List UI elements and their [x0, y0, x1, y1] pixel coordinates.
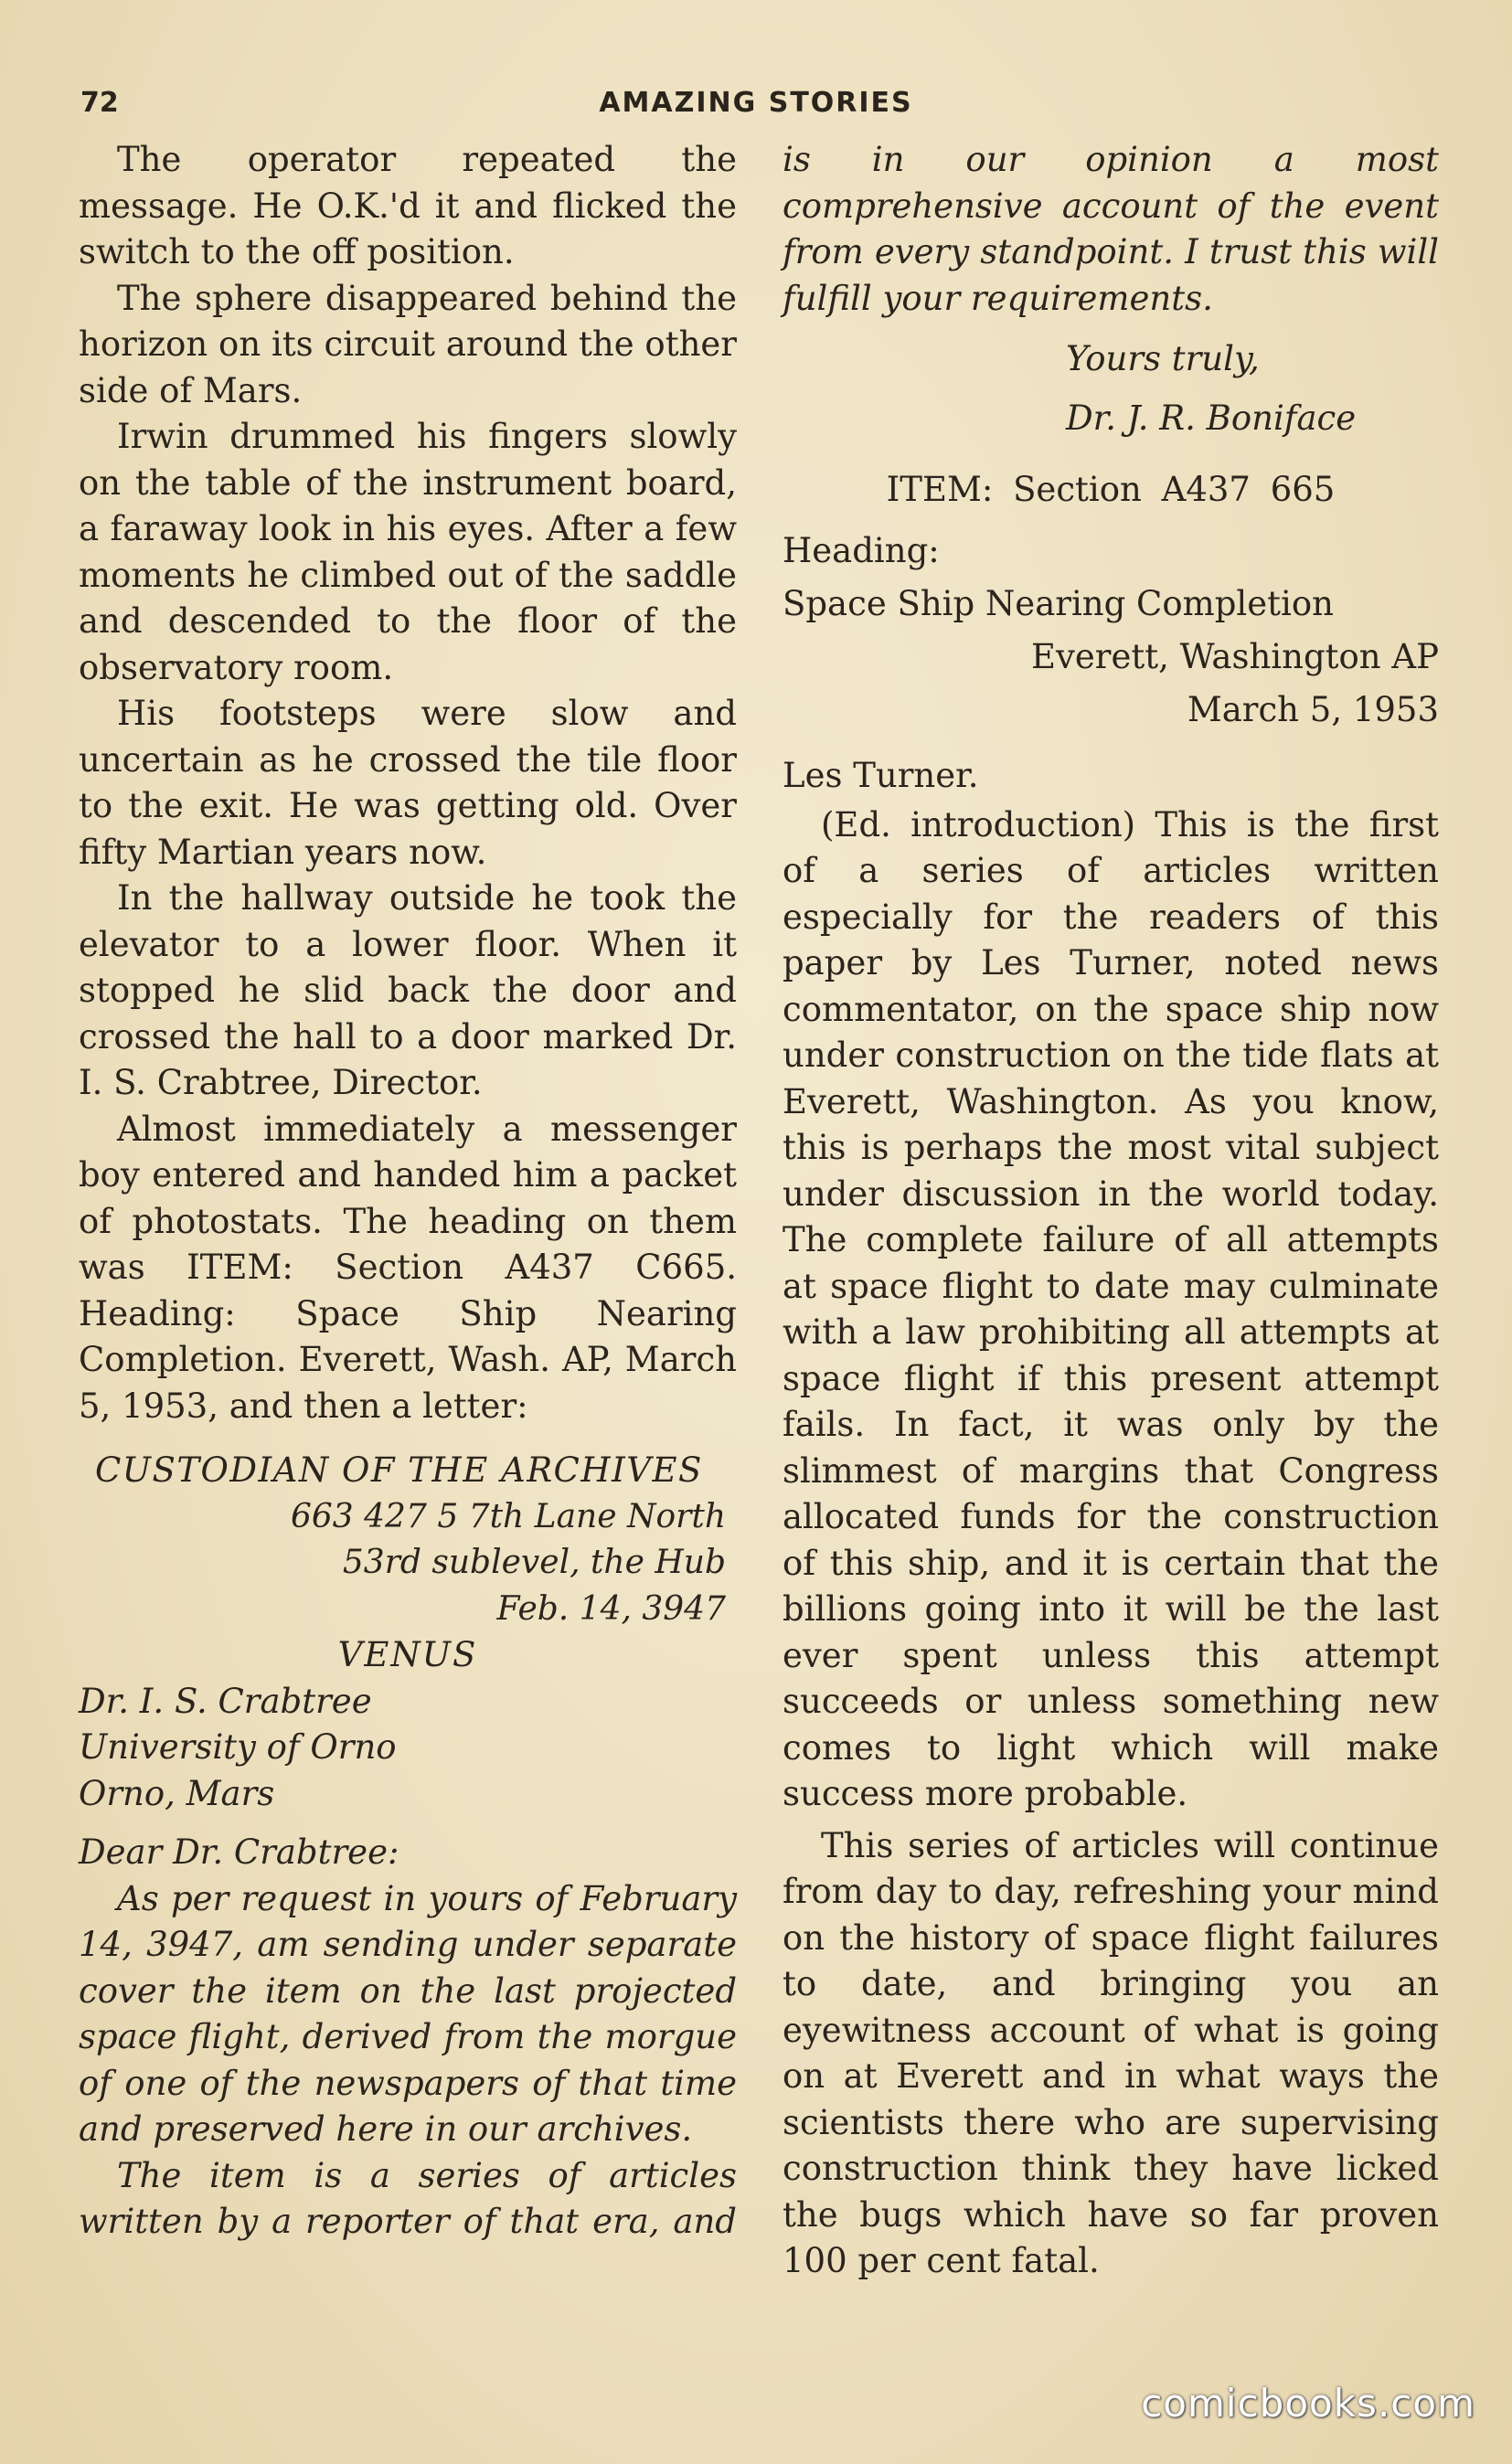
article-headline: Space Ship Nearing Completion: [783, 583, 1334, 623]
letter-salutation: Dear Dr. Crabtree:: [79, 1832, 399, 1872]
letter-date: Feb. 14, 3947: [496, 1589, 726, 1628]
paragraph: In the hallway outside he took the elevator to a lower floor. When it stopped he slid back the door and crossed the hall to a door marked Dr. I. S. Crabtree, Director.: [79, 878, 737, 1102]
left-column: [79, 137, 737, 2246]
paragraph: His footsteps were slow and uncertain as he crossed the tile floor to the exit. He was getting old. Over fifty Martian years now.: [79, 694, 737, 872]
dateline-place: Everett, Washington AP: [1030, 636, 1439, 676]
paragraph: The operator repeated the message. He O.K.'d it and flicked the switch to the off position.: [79, 140, 737, 271]
paragraph: The sphere disappeared behind the horizon on its circuit around the other side of Mars.: [79, 278, 737, 410]
letter-address-line: 53rd sublevel, the Hub: [342, 1544, 726, 1581]
letter-body: As per request in yours of February 14, 3947, am sending under separate cover the item on the last projected space flight, derived from the morgue of one of the newspapers of that time and preserved here in our archives.: [79, 1878, 737, 2149]
letter-letterhead: CUSTODIAN OF THE ARCHIVES: [95, 1450, 703, 1490]
heading-label: Heading:: [783, 530, 940, 570]
item-reference: ITEM: Section A437 665: [886, 470, 1336, 509]
letter-closing: Yours truly,: [1066, 339, 1260, 378]
watermark-logo: comicbooks.com: [1141, 2381, 1475, 2426]
letter: [79, 1448, 737, 2246]
right-column: [783, 137, 1439, 2285]
letter-recipient-line: University of Orno: [79, 1727, 397, 1767]
letter-body: The item is a series of articles written by a reporter of that era, and: [79, 2155, 737, 2241]
dateline-date: March 5, 1953: [1187, 689, 1439, 729]
letter-recipient-line: Orno, Mars: [79, 1773, 275, 1813]
page-number: 72: [80, 87, 119, 119]
page-header: [0, 87, 1512, 123]
paragraph: Irwin drummed his fingers slowly on the table of the instrument board, a faraway look in his eyes. After a few moments he climbed out of the saddle and descended to the floor of the observatory room.: [79, 417, 737, 687]
paragraph: Almost immediately a messenger boy entered and handed him a packet of photostats. The heading on them was ITEM: Section A437 C665. Heading: Space Ship Nearing Completion. Everett, Wash. AP, March 5, 1953, and then a letter:: [79, 1109, 737, 1426]
letter-recipient-line: Dr. I. S. Crabtree: [79, 1681, 372, 1721]
letter-body-continued: is in our opinion a most comprehensive account of the event from every standpoint. I trust this will fulfill your requirements.: [783, 140, 1439, 318]
letter-signature: Dr. J. R. Boniface: [1066, 398, 1357, 438]
paragraph: This series of articles will continue from day to day, refreshing your mind on the history of space flight failures to date, and bringing you an eyewitness account of what is going on at Everett and in what ways the scientists there who are supervising construction think they have licked the bugs which have so far proven 100 per cent fatal.: [783, 1825, 1439, 2280]
byline: Les Turner.: [783, 755, 979, 795]
letter-address-line: 663 427 5 7th Lane North: [291, 1497, 726, 1535]
letter-planet: VENUS: [337, 1635, 478, 1674]
magazine-title: AMAZING STORIES: [599, 87, 913, 119]
paragraph: (Ed. introduction) This is the first of a series of articles written especially for the readers of this paper by Les Turner, noted news commentator, on the space ship now under construction on the tide flats at Everett, Washington. As you know, this is perhaps the most vital subject under discussion in the world today. The complete failure of all attempts at space flight to date may culminate with a law prohibiting all attempts at space flight if this present attempt fails. In fact, it was only by the slimmest of margins that Congress allocated funds for the construction of this ship, and it is certain that the billions going into it will be the last ever spent unless this attempt succeeds or unless something new comes to light which will make success more probable.: [783, 804, 1439, 1813]
